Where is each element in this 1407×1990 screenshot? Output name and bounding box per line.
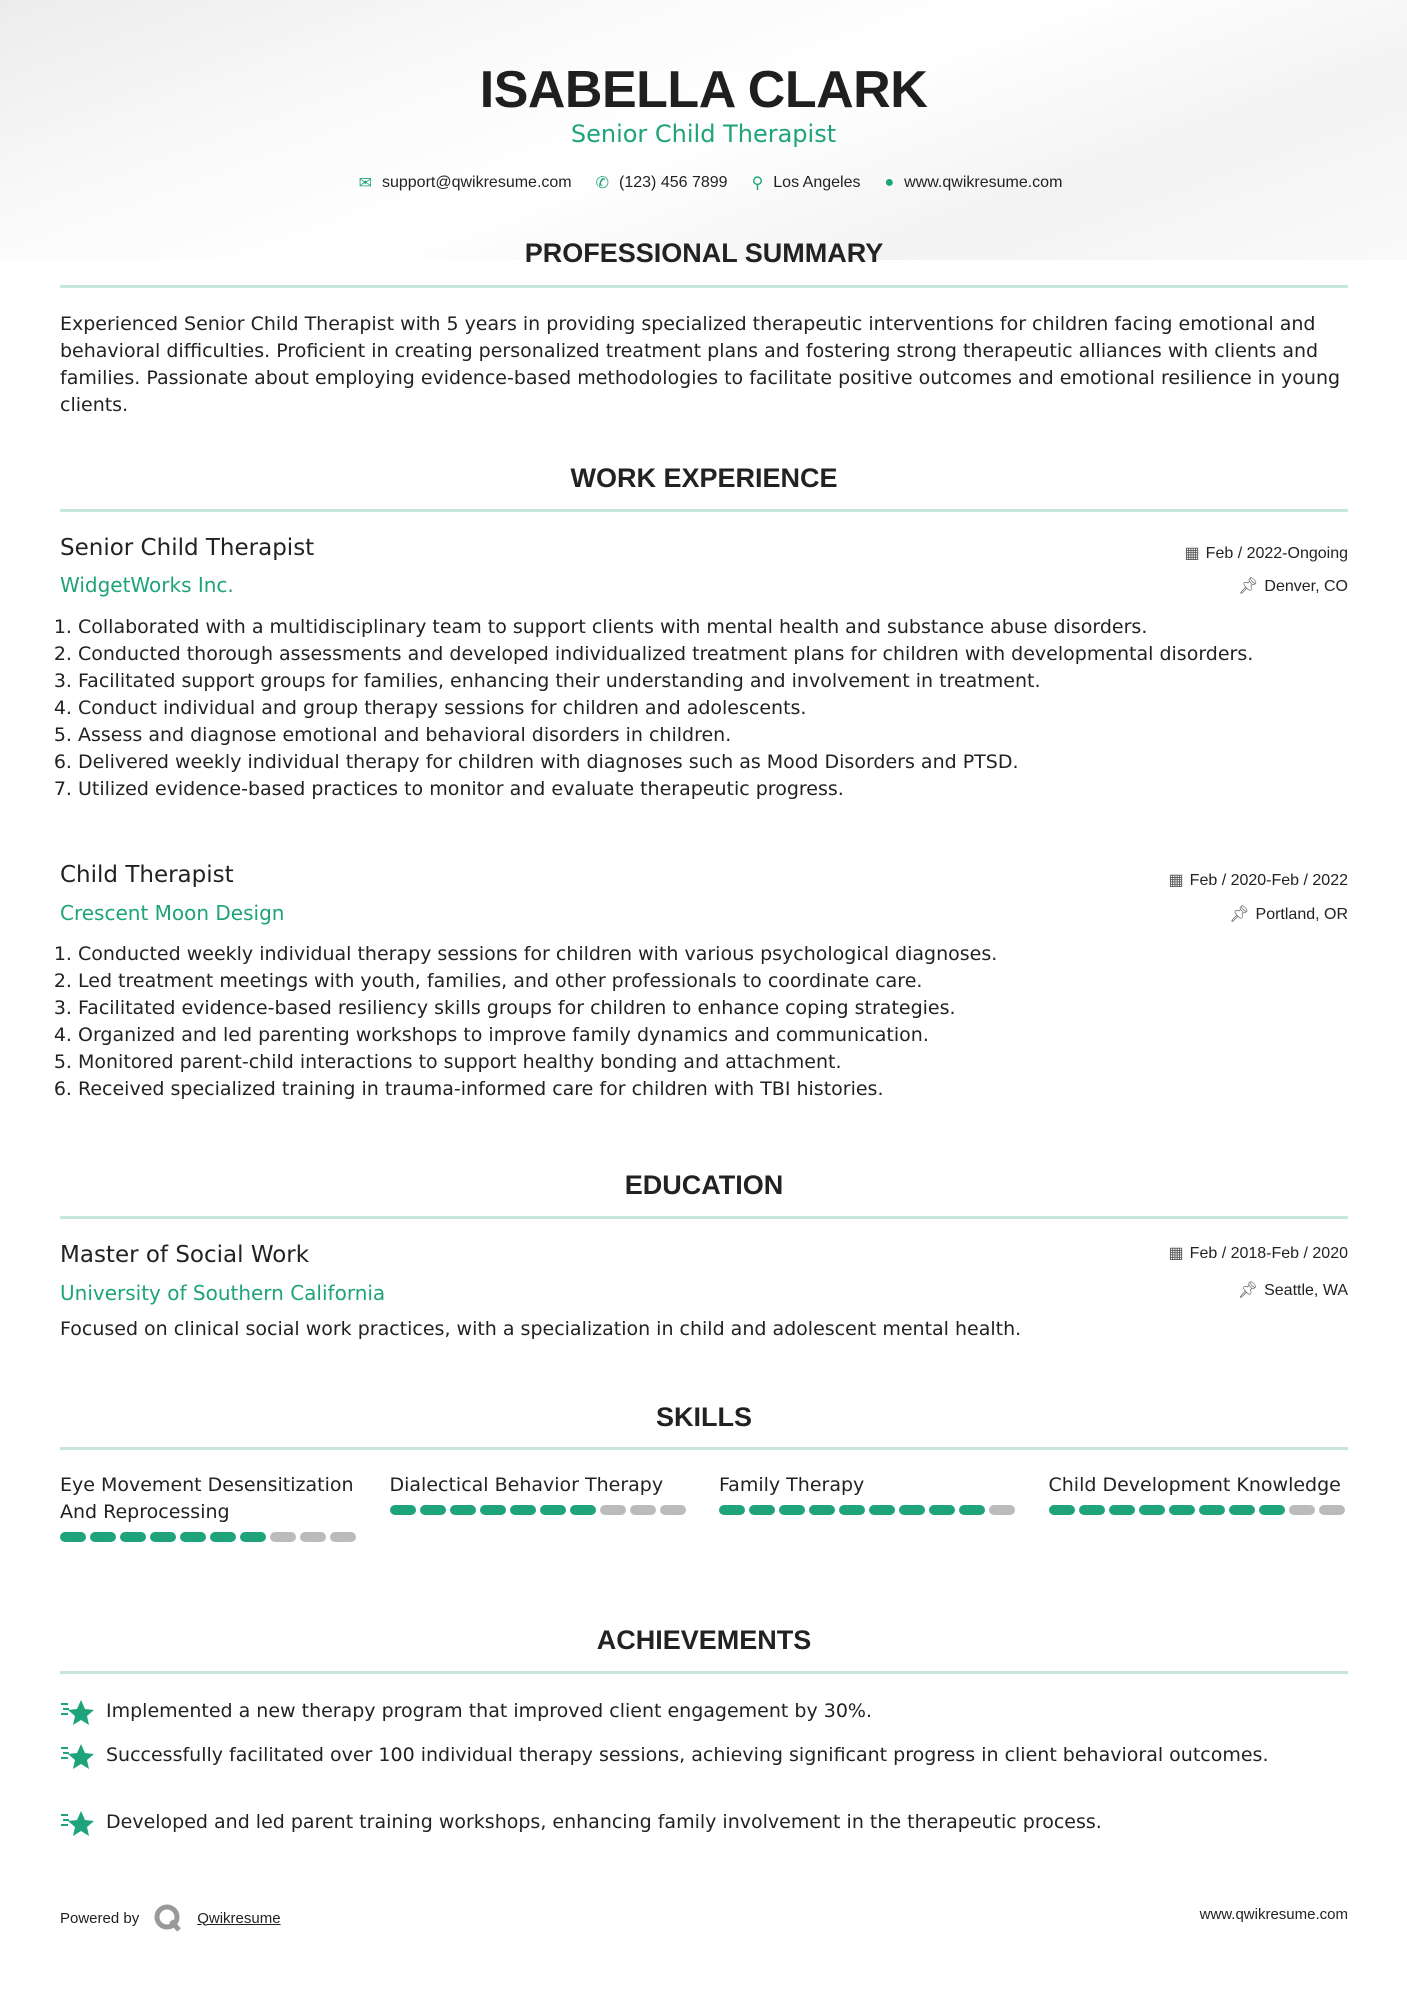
list-item: 4. Organized and led parenting workshops to improve family dynamics and communication. — [78, 1022, 1348, 1049]
skill-segment — [570, 1505, 596, 1515]
skill-segment — [180, 1532, 206, 1542]
pin-icon: 📌︎ — [1229, 906, 1250, 923]
powered-by-text: Powered by — [60, 1909, 140, 1927]
pin-icon: 📌︎ — [1237, 1282, 1259, 1299]
skill-segment — [899, 1505, 925, 1515]
achievements-heading: ACHIEVEMENTS — [596, 1625, 812, 1655]
achievement-text: Developed and led parent training workshops, enhancing family involvement in the therapeutic process. — [106, 1811, 1102, 1833]
job-dates — [1169, 870, 1348, 890]
list-item: 3. Facilitated evidence-based resiliency skills groups for children to enhance coping strategies. — [78, 995, 1348, 1022]
skill-segment — [1079, 1505, 1105, 1515]
achievement-item — [60, 1742, 1348, 1772]
divider — [60, 285, 1348, 288]
skill-segment — [1139, 1505, 1165, 1515]
job-title: Senior Child Therapist — [60, 535, 315, 561]
location: Los Angeles — [773, 174, 861, 191]
skill-segment — [270, 1532, 296, 1542]
skill-segment — [809, 1505, 835, 1515]
skill-segment — [1259, 1505, 1285, 1515]
skill-segment — [90, 1532, 116, 1542]
list-item: 2. Conducted thorough assessments and developed individualized treatment plans for children with developmental disorders. — [78, 641, 1348, 668]
skill-segment — [839, 1505, 865, 1515]
divider — [60, 1216, 1348, 1219]
job-dates — [1185, 543, 1348, 563]
work-heading: WORK EXPERIENCE — [570, 463, 838, 493]
skill-name: Eye Movement Desensitization And Reprocessing — [60, 1474, 354, 1523]
list-item: 1. Collaborated with a multidisciplinary team to support clients with mental health and substance abuse disorders. — [78, 614, 1348, 641]
job-location — [1238, 576, 1348, 596]
achievement-text: Implemented a new therapy program that improved client engagement by 30%. — [106, 1700, 873, 1722]
list-item: 5. Monitored parent-child interactions to support healthy bonding and attachment. — [78, 1049, 1348, 1076]
skill-segment — [779, 1505, 805, 1515]
summary-text: Experienced Senior Child Therapist with 5 years in providing specialized therapeutic interventions for children facing emotional and behavioral difficulties. Proficient in creating personalized treatment plans and fostering strong therapeutic alliances with clients and families. Passionate about employing evidence-based methodologies to facilitate positive outcomes and emotional resilience in young clients. — [60, 313, 1341, 416]
skill-level-bar — [1049, 1505, 1349, 1515]
skill-segment — [749, 1505, 775, 1515]
achievement-text: Successfully facilitated over 100 individual therapy sessions, achieving significant progress in client behavioral outcomes. — [106, 1744, 1269, 1766]
list-item: 6. Received specialized training in trauma-informed care for children with TBI histories. — [78, 1076, 1348, 1103]
skill-segment — [719, 1505, 745, 1515]
skill-segment — [1109, 1505, 1135, 1515]
star-icon — [60, 1742, 94, 1772]
location-text: Seattle, WA — [1264, 1282, 1348, 1299]
list-item: 1. Conducted weekly individual therapy sessions for children with various psychological diagnoses. — [78, 941, 1348, 968]
calendar-icon: ▦ — [1184, 545, 1200, 562]
skill-level-bar — [390, 1505, 690, 1515]
skill-segment — [1319, 1505, 1345, 1515]
skill-segment — [480, 1505, 506, 1515]
candidate-name: ISABELLA CLARK — [479, 61, 928, 119]
location-text: Portland, OR — [1255, 906, 1348, 923]
footer-powered — [60, 1903, 281, 1933]
skill-segment — [240, 1532, 266, 1542]
skills-heading: SKILLS — [655, 1402, 752, 1432]
summary-heading: PROFESSIONAL SUMMARY — [524, 238, 884, 268]
skill-segment — [450, 1505, 476, 1515]
contact-bar — [0, 173, 1407, 193]
list-item: 5. Assess and diagnose emotional and behavioral disorders in children. — [78, 722, 1348, 749]
skill-segment — [600, 1505, 626, 1515]
email-icon: ✉ — [358, 175, 372, 192]
footer-website[interactable]: www.qwikresume.com — [1199, 1906, 1348, 1923]
skill-segment — [959, 1505, 985, 1515]
school-name: University of Southern California — [60, 1281, 386, 1305]
skill-name: Child Development Knowledge — [1048, 1474, 1341, 1496]
edu-location — [1238, 1280, 1348, 1300]
degree: Master of Social Work — [60, 1242, 310, 1268]
dates-text: Feb / 2018-Feb / 2020 — [1189, 1245, 1348, 1262]
achievement-item — [60, 1698, 1348, 1728]
phone: (123) 456 7899 — [619, 174, 728, 191]
edu-dates — [1169, 1243, 1348, 1263]
calendar-icon: ▦ — [1168, 872, 1184, 889]
skill-segment — [1199, 1505, 1225, 1515]
skill-segment — [510, 1505, 536, 1515]
skill-segment — [630, 1505, 656, 1515]
divider — [60, 1671, 1348, 1674]
skill-item — [60, 1472, 360, 1542]
skill-segment — [150, 1532, 176, 1542]
education-description: Focused on clinical social work practices, with a specialization in child and adolescent mental health. — [60, 1318, 1022, 1340]
job-title: Child Therapist — [60, 862, 234, 888]
calendar-icon: ▦ — [1168, 1245, 1184, 1262]
skill-item — [1049, 1472, 1349, 1515]
job-bullets — [60, 614, 1348, 803]
list-item: 4. Conduct individual and group therapy sessions for children and adolescents. — [78, 695, 1348, 722]
job-location — [1229, 904, 1348, 924]
email[interactable]: support@qwikresume.com — [381, 174, 572, 191]
skill-segment — [1229, 1505, 1255, 1515]
star-icon — [60, 1698, 94, 1728]
skill-segment — [210, 1532, 236, 1542]
phone-icon: ✆ — [595, 175, 610, 192]
dates-text: Feb / 2022-Ongoing — [1205, 545, 1348, 562]
skill-segment — [929, 1505, 955, 1515]
skill-segment — [989, 1505, 1015, 1515]
education-heading: EDUCATION — [624, 1170, 784, 1200]
company-name: WidgetWorks Inc. — [60, 573, 234, 597]
dates-text: Feb / 2020-Feb / 2022 — [1189, 872, 1348, 889]
skill-level-bar — [719, 1505, 1019, 1515]
globe-icon: ● — [884, 174, 895, 191]
location-pin-icon: ⚲ — [751, 175, 764, 192]
skill-level-bar — [60, 1532, 360, 1542]
job-bullets — [60, 941, 1348, 1103]
website[interactable]: www.qwikresume.com — [904, 174, 1063, 191]
skill-segment — [390, 1505, 416, 1515]
list-item: 7. Utilized evidence-based practices to monitor and evaluate therapeutic progress. — [78, 776, 1348, 803]
skill-segment — [540, 1505, 566, 1515]
qwikresume-link[interactable]: Qwikresume — [197, 1909, 281, 1927]
skill-segment — [869, 1505, 895, 1515]
skill-segment — [1289, 1505, 1315, 1515]
star-icon — [60, 1809, 94, 1839]
list-item: 3. Facilitated support groups for families, enhancing their understanding and involvement in treatment. — [78, 668, 1348, 695]
achievement-item — [60, 1809, 1348, 1839]
candidate-title: Senior Child Therapist — [570, 120, 837, 148]
skill-segment — [300, 1532, 326, 1542]
skill-segment — [120, 1532, 146, 1542]
skill-segment — [420, 1505, 446, 1515]
divider — [60, 1447, 1348, 1450]
skill-segment — [1049, 1505, 1075, 1515]
divider — [60, 509, 1348, 512]
skill-name: Dialectical Behavior Therapy — [389, 1474, 664, 1496]
skill-segment — [60, 1532, 86, 1542]
list-item: 2. Led treatment meetings with youth, families, and other professionals to coordinate care. — [78, 968, 1348, 995]
skill-item — [719, 1472, 1019, 1515]
qwikresume-logo-icon — [153, 1903, 183, 1933]
skill-segment — [330, 1532, 356, 1542]
skill-name: Family Therapy — [719, 1474, 865, 1496]
skill-segment — [1169, 1505, 1195, 1515]
skill-segment — [660, 1505, 686, 1515]
location-text: Denver, CO — [1264, 578, 1348, 595]
skill-item — [390, 1472, 690, 1515]
list-item: 6. Delivered weekly individual therapy for children with diagnoses such as Mood Disorders and PTSD. — [78, 749, 1348, 776]
company-name: Crescent Moon Design — [60, 901, 285, 925]
pin-icon: 📌︎ — [1238, 578, 1259, 595]
